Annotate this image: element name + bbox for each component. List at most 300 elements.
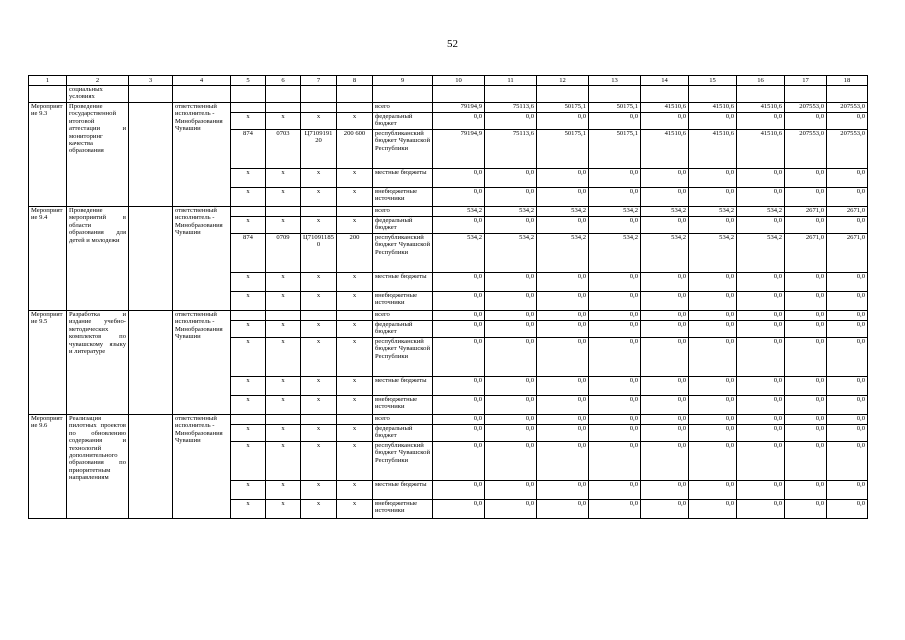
amount-cell: 0,0 <box>641 338 689 377</box>
amount-cell: 534,2 <box>537 207 589 217</box>
amount-cell: 0,0 <box>737 442 785 481</box>
amount-cell: 0,0 <box>433 500 485 519</box>
amount-cell: 0,0 <box>689 425 737 442</box>
amount-cell: 0,0 <box>433 217 485 234</box>
activity-label: Мероприятие 9.4 <box>29 207 67 311</box>
amount-cell: 0,0 <box>827 338 868 377</box>
amount-cell: 0,0 <box>537 338 589 377</box>
code-section: x <box>266 500 301 519</box>
code-target-article: x <box>301 425 337 442</box>
code-section: x <box>266 217 301 234</box>
code-expense-type: x <box>337 500 373 519</box>
column-number-8: 8 <box>337 76 373 86</box>
amount-cell: 79194,9 <box>433 130 485 169</box>
amount-cell: 207553,0 <box>827 130 868 169</box>
amount-cell: 0,0 <box>537 415 589 425</box>
funding-source: местные бюджеты <box>373 273 433 292</box>
amount-cell: 0,0 <box>537 311 589 321</box>
code-section: x <box>266 377 301 396</box>
code-grbs <box>231 415 266 425</box>
funding-source: местные бюджеты <box>373 377 433 396</box>
code-grbs: x <box>231 377 266 396</box>
code-grbs: x <box>231 188 266 207</box>
amount-cell: 0,0 <box>433 169 485 188</box>
code-section: x <box>266 113 301 130</box>
code-target-article: x <box>301 500 337 519</box>
empty-cell <box>129 86 173 103</box>
funding-source: внебюджетные источники <box>373 500 433 519</box>
amount-cell: 0,0 <box>485 425 537 442</box>
amount-cell: 0,0 <box>485 217 537 234</box>
code-section: x <box>266 396 301 415</box>
amount-cell: 0,0 <box>689 415 737 425</box>
code-grbs: x <box>231 217 266 234</box>
amount-cell: 0,0 <box>827 113 868 130</box>
amount-cell: 534,2 <box>737 234 785 273</box>
amount-cell: 0,0 <box>537 500 589 519</box>
funding-source: всего <box>373 103 433 113</box>
amount-cell: 0,0 <box>589 481 641 500</box>
amount-cell: 0,0 <box>689 396 737 415</box>
amount-cell: 0,0 <box>433 415 485 425</box>
code-grbs: x <box>231 396 266 415</box>
amount-cell: 41510,6 <box>689 103 737 113</box>
amount-cell: 0,0 <box>827 321 868 338</box>
amount-cell: 0,0 <box>785 442 827 481</box>
funding-source: местные бюджеты <box>373 169 433 188</box>
amount-cell: 534,2 <box>485 207 537 217</box>
amount-cell: 0,0 <box>641 292 689 311</box>
amount-cell: 0,0 <box>689 292 737 311</box>
code-section: 0703 <box>266 130 301 169</box>
funding-source: федеральный бюджет <box>373 425 433 442</box>
amount-cell: 0,0 <box>589 311 641 321</box>
amount-cell: 0,0 <box>689 273 737 292</box>
amount-cell: 0,0 <box>785 321 827 338</box>
amount-cell: 75113,6 <box>485 130 537 169</box>
amount-cell: 0,0 <box>589 169 641 188</box>
funding-source: республиканский бюджет Чувашской Республики <box>373 130 433 169</box>
amount-cell: 534,2 <box>485 234 537 273</box>
amount-cell: 0,0 <box>433 113 485 130</box>
amount-cell: 0,0 <box>485 396 537 415</box>
amount-cell: 0,0 <box>689 311 737 321</box>
amount-cell: 0,0 <box>433 292 485 311</box>
code-grbs: x <box>231 273 266 292</box>
code-expense-type: x <box>337 273 373 292</box>
code-target-article: x <box>301 481 337 500</box>
amount-cell: 50175,1 <box>537 130 589 169</box>
budget-table-body <box>29 76 868 519</box>
code-target-article: x <box>301 396 337 415</box>
code-target-article <box>301 311 337 321</box>
code-target-article: Ц710911850 <box>301 234 337 273</box>
amount-cell: 0,0 <box>485 169 537 188</box>
amount-cell: 0,0 <box>537 396 589 415</box>
amount-cell: 0,0 <box>589 217 641 234</box>
amount-cell: 0,0 <box>589 396 641 415</box>
amount-cell: 0,0 <box>589 338 641 377</box>
column-number-14: 14 <box>641 76 689 86</box>
code-expense-type: x <box>337 442 373 481</box>
code-target-article: Ц710919120 <box>301 130 337 169</box>
activity-label: Мероприятие 9.6 <box>29 415 67 519</box>
amount-cell: 0,0 <box>641 415 689 425</box>
empty-cell <box>301 86 337 103</box>
amount-cell: 0,0 <box>737 188 785 207</box>
amount-cell: 0,0 <box>589 321 641 338</box>
code-target-article: x <box>301 321 337 338</box>
amount-cell: 0,0 <box>537 321 589 338</box>
amount-cell: 0,0 <box>737 113 785 130</box>
code-grbs <box>231 311 266 321</box>
code-target-article <box>301 207 337 217</box>
amount-cell: 0,0 <box>737 425 785 442</box>
amount-cell: 534,2 <box>689 234 737 273</box>
funding-source: всего <box>373 415 433 425</box>
amount-cell: 41510,6 <box>737 103 785 113</box>
code-expense-type: x <box>337 338 373 377</box>
amount-cell: 0,0 <box>737 273 785 292</box>
funding-source: республиканский бюджет Чувашской Республики <box>373 234 433 273</box>
empty-column-3 <box>129 103 173 207</box>
code-grbs: x <box>231 338 266 377</box>
funding-source: республиканский бюджет Чувашской Республики <box>373 338 433 377</box>
empty-cell <box>173 86 231 103</box>
amount-cell: 50175,1 <box>589 103 641 113</box>
amount-cell: 534,2 <box>737 207 785 217</box>
code-expense-type <box>337 311 373 321</box>
table-row <box>29 207 868 217</box>
code-expense-type: x <box>337 396 373 415</box>
column-number-11: 11 <box>485 76 537 86</box>
column-number-12: 12 <box>537 76 589 86</box>
column-number-6: 6 <box>266 76 301 86</box>
amount-cell: 0,0 <box>589 292 641 311</box>
amount-cell: 0,0 <box>589 425 641 442</box>
funding-source: внебюджетные источники <box>373 396 433 415</box>
code-section: x <box>266 292 301 311</box>
amount-cell: 0,0 <box>737 481 785 500</box>
amount-cell: 534,2 <box>433 234 485 273</box>
amount-cell: 0,0 <box>737 415 785 425</box>
code-expense-type: x <box>337 425 373 442</box>
amount-cell: 0,0 <box>827 169 868 188</box>
code-grbs: 874 <box>231 130 266 169</box>
amount-cell: 2671,0 <box>827 207 868 217</box>
amount-cell: 0,0 <box>433 338 485 377</box>
amount-cell: 0,0 <box>537 113 589 130</box>
amount-cell: 0,0 <box>827 425 868 442</box>
amount-cell: 0,0 <box>485 500 537 519</box>
amount-cell: 0,0 <box>785 481 827 500</box>
amount-cell: 2671,0 <box>785 207 827 217</box>
amount-cell: 0,0 <box>537 425 589 442</box>
amount-cell: 207553,0 <box>785 130 827 169</box>
activity-label: Мероприятие 9.3 <box>29 103 67 207</box>
amount-cell: 0,0 <box>737 311 785 321</box>
code-grbs: x <box>231 321 266 338</box>
amount-cell: 534,2 <box>589 234 641 273</box>
empty-cell <box>589 86 641 103</box>
code-expense-type <box>337 415 373 425</box>
amount-cell: 0,0 <box>689 188 737 207</box>
code-target-article: x <box>301 442 337 481</box>
empty-column-3 <box>129 207 173 311</box>
amount-cell: 0,0 <box>641 321 689 338</box>
executor: ответственный исполнитель - Минобразования Чувашии <box>173 311 231 415</box>
amount-cell: 0,0 <box>827 396 868 415</box>
column-number-3: 3 <box>129 76 173 86</box>
continuation-row <box>29 86 868 103</box>
code-target-article <box>301 415 337 425</box>
activity-title: Реализация пилотных проектов по обновлению содержания и технологий дополнительного образования по приоритетным направлениям <box>67 415 129 519</box>
column-number-7: 7 <box>301 76 337 86</box>
code-section <box>266 103 301 113</box>
amount-cell: 0,0 <box>737 500 785 519</box>
empty-cell <box>737 86 785 103</box>
column-number-15: 15 <box>689 76 737 86</box>
empty-cell <box>433 86 485 103</box>
code-grbs: x <box>231 425 266 442</box>
empty-cell <box>373 86 433 103</box>
amount-cell: 0,0 <box>537 292 589 311</box>
code-section: x <box>266 425 301 442</box>
budget-table <box>28 75 868 519</box>
amount-cell: 2671,0 <box>785 234 827 273</box>
code-expense-type: 200 600 <box>337 130 373 169</box>
amount-cell: 0,0 <box>689 321 737 338</box>
amount-cell: 0,0 <box>433 273 485 292</box>
code-target-article: x <box>301 169 337 188</box>
code-expense-type: x <box>337 113 373 130</box>
funding-source: местные бюджеты <box>373 481 433 500</box>
amount-cell: 0,0 <box>785 415 827 425</box>
empty-column-3 <box>129 311 173 415</box>
amount-cell: 0,0 <box>485 415 537 425</box>
amount-cell: 0,0 <box>689 500 737 519</box>
activity-title: Разработка и издание учебно-методических комплектов по чувашскому языку и литературе <box>67 311 129 415</box>
amount-cell: 0,0 <box>827 442 868 481</box>
amount-cell: 0,0 <box>737 396 785 415</box>
amount-cell: 207553,0 <box>827 103 868 113</box>
amount-cell: 0,0 <box>689 217 737 234</box>
amount-cell: 0,0 <box>785 377 827 396</box>
funding-source: федеральный бюджет <box>373 321 433 338</box>
continuation-text: социальных условиях <box>67 86 129 103</box>
amount-cell: 0,0 <box>827 500 868 519</box>
code-section: x <box>266 442 301 481</box>
amount-cell: 0,0 <box>785 292 827 311</box>
amount-cell: 0,0 <box>433 188 485 207</box>
column-number-1: 1 <box>29 76 67 86</box>
code-target-article: x <box>301 188 337 207</box>
amount-cell: 0,0 <box>737 292 785 311</box>
code-grbs: x <box>231 442 266 481</box>
amount-cell: 75113,6 <box>485 103 537 113</box>
amount-cell: 0,0 <box>485 338 537 377</box>
column-number-17: 17 <box>785 76 827 86</box>
amount-cell: 0,0 <box>737 338 785 377</box>
funding-source: всего <box>373 207 433 217</box>
code-section <box>266 207 301 217</box>
code-section <box>266 415 301 425</box>
amount-cell: 0,0 <box>641 481 689 500</box>
header-row <box>29 76 868 86</box>
amount-cell: 0,0 <box>537 188 589 207</box>
column-number-5: 5 <box>231 76 266 86</box>
amount-cell: 0,0 <box>641 188 689 207</box>
code-grbs <box>231 103 266 113</box>
amount-cell: 0,0 <box>485 442 537 481</box>
empty-cell <box>266 86 301 103</box>
code-expense-type <box>337 207 373 217</box>
amount-cell: 0,0 <box>641 169 689 188</box>
amount-cell: 207553,0 <box>785 103 827 113</box>
amount-cell: 0,0 <box>485 311 537 321</box>
amount-cell: 0,0 <box>689 113 737 130</box>
amount-cell: 0,0 <box>785 311 827 321</box>
amount-cell: 0,0 <box>737 377 785 396</box>
code-expense-type: x <box>337 188 373 207</box>
amount-cell: 0,0 <box>641 113 689 130</box>
amount-cell: 0,0 <box>589 188 641 207</box>
amount-cell: 0,0 <box>737 321 785 338</box>
code-grbs: x <box>231 481 266 500</box>
code-expense-type: 200 <box>337 234 373 273</box>
funding-source: республиканский бюджет Чувашской Республики <box>373 442 433 481</box>
code-grbs: x <box>231 292 266 311</box>
amount-cell: 0,0 <box>827 273 868 292</box>
amount-cell: 0,0 <box>689 442 737 481</box>
amount-cell: 0,0 <box>537 481 589 500</box>
code-section: x <box>266 338 301 377</box>
table-row <box>29 415 868 425</box>
activity-label: Мероприятие 9.5 <box>29 311 67 415</box>
amount-cell: 0,0 <box>689 481 737 500</box>
amount-cell: 41510,6 <box>737 130 785 169</box>
amount-cell: 534,2 <box>589 207 641 217</box>
amount-cell: 0,0 <box>537 217 589 234</box>
amount-cell: 0,0 <box>785 396 827 415</box>
amount-cell: 0,0 <box>641 425 689 442</box>
amount-cell: 534,2 <box>689 207 737 217</box>
amount-cell: 534,2 <box>537 234 589 273</box>
code-grbs: x <box>231 113 266 130</box>
column-number-10: 10 <box>433 76 485 86</box>
code-section: 0709 <box>266 234 301 273</box>
amount-cell: 79194,9 <box>433 103 485 113</box>
empty-cell <box>689 86 737 103</box>
column-number-13: 13 <box>589 76 641 86</box>
empty-cell <box>485 86 537 103</box>
amount-cell: 0,0 <box>433 321 485 338</box>
code-target-article: x <box>301 217 337 234</box>
amount-cell: 0,0 <box>785 273 827 292</box>
amount-cell: 0,0 <box>589 415 641 425</box>
code-expense-type: x <box>337 292 373 311</box>
activity-title: Проведение мероприятий в области образования для детей и молодежи <box>67 207 129 311</box>
amount-cell: 0,0 <box>485 113 537 130</box>
amount-cell: 41510,6 <box>641 130 689 169</box>
amount-cell: 0,0 <box>433 377 485 396</box>
code-target-article: x <box>301 292 337 311</box>
code-grbs: x <box>231 169 266 188</box>
code-section: x <box>266 481 301 500</box>
amount-cell: 2671,0 <box>827 234 868 273</box>
amount-cell: 0,0 <box>737 217 785 234</box>
amount-cell: 0,0 <box>689 338 737 377</box>
empty-cell <box>827 86 868 103</box>
amount-cell: 0,0 <box>485 273 537 292</box>
code-section <box>266 311 301 321</box>
amount-cell: 534,2 <box>641 207 689 217</box>
code-section: x <box>266 321 301 338</box>
amount-cell: 0,0 <box>433 396 485 415</box>
amount-cell: 0,0 <box>641 217 689 234</box>
empty-cell <box>537 86 589 103</box>
executor: ответственный исполнитель - Минобразования Чувашии <box>173 415 231 519</box>
amount-cell: 50175,1 <box>589 130 641 169</box>
code-grbs: x <box>231 500 266 519</box>
amount-cell: 0,0 <box>785 188 827 207</box>
amount-cell: 0,0 <box>689 377 737 396</box>
amount-cell: 0,0 <box>827 415 868 425</box>
funding-source: федеральный бюджет <box>373 113 433 130</box>
amount-cell: 0,0 <box>785 338 827 377</box>
amount-cell: 0,0 <box>827 377 868 396</box>
funding-source: федеральный бюджет <box>373 217 433 234</box>
amount-cell: 0,0 <box>641 442 689 481</box>
code-expense-type: x <box>337 321 373 338</box>
code-expense-type <box>337 103 373 113</box>
amount-cell: 534,2 <box>641 234 689 273</box>
amount-cell: 0,0 <box>785 500 827 519</box>
column-number-2: 2 <box>67 76 129 86</box>
code-grbs <box>231 207 266 217</box>
empty-cell <box>641 86 689 103</box>
code-section: x <box>266 273 301 292</box>
amount-cell: 0,0 <box>485 481 537 500</box>
empty-cell <box>337 86 373 103</box>
funding-source: всего <box>373 311 433 321</box>
executor: ответственный исполнитель - Минобразования Чувашии <box>173 207 231 311</box>
code-target-article: x <box>301 113 337 130</box>
code-target-article: x <box>301 377 337 396</box>
amount-cell: 0,0 <box>537 169 589 188</box>
code-expense-type: x <box>337 481 373 500</box>
code-target-article: x <box>301 338 337 377</box>
amount-cell: 0,0 <box>433 425 485 442</box>
amount-cell: 0,0 <box>785 113 827 130</box>
amount-cell: 0,0 <box>827 311 868 321</box>
amount-cell: 0,0 <box>537 377 589 396</box>
amount-cell: 0,0 <box>827 481 868 500</box>
amount-cell: 0,0 <box>433 311 485 321</box>
table-row <box>29 103 868 113</box>
empty-cell <box>785 86 827 103</box>
amount-cell: 0,0 <box>485 377 537 396</box>
amount-cell: 0,0 <box>589 500 641 519</box>
amount-cell: 0,0 <box>589 442 641 481</box>
executor: ответственный исполнитель - Минобразования Чувашии <box>173 103 231 207</box>
amount-cell: 534,2 <box>433 207 485 217</box>
code-target-article: x <box>301 273 337 292</box>
amount-cell: 0,0 <box>641 377 689 396</box>
funding-source: внебюджетные источники <box>373 292 433 311</box>
amount-cell: 0,0 <box>785 217 827 234</box>
code-expense-type: x <box>337 377 373 396</box>
